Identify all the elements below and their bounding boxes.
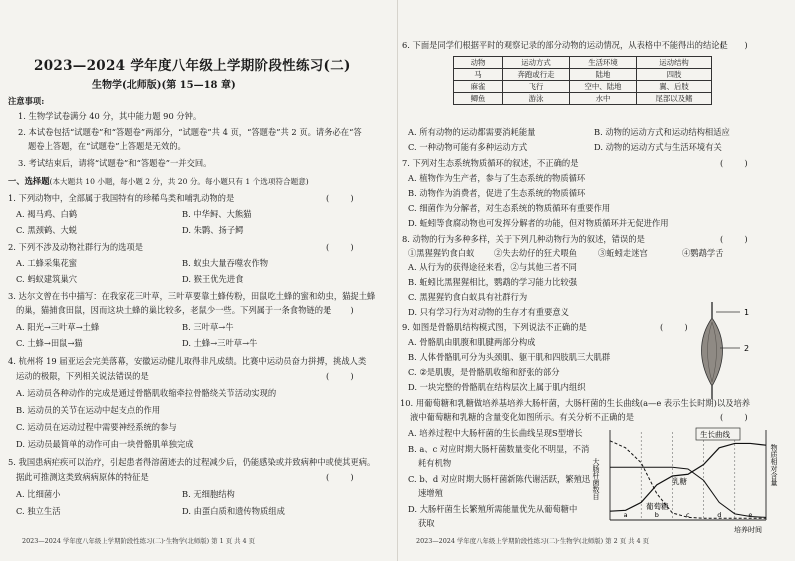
page-2: [397, 0, 795, 561]
q8-stem: 8. 动物的行为多种多样，关于下列几种动物行为的叙述，错误的是: [402, 234, 645, 244]
q6-option-c: C. 一种动物可能有多种运动方式: [408, 142, 528, 152]
table-row: [454, 69, 712, 81]
chart-ylabel: 大肠杆菌数目: [592, 458, 600, 500]
q6-col-header: 生活环境: [570, 57, 637, 69]
q5-option-b: B. 无细胞结构: [182, 489, 235, 499]
phase-label: d: [717, 511, 722, 519]
q2-option-d: D. 猴王优先进食: [182, 274, 244, 284]
q5-stem-line1: 5. 我国患病疟疾可以治疗，引起患者得溶菌迹去的过程减少后，仍能感染或并致病种中或使其更病。: [8, 457, 376, 467]
q3-option-c: C. 土蜂→田鼠→猫: [16, 338, 83, 348]
q3-stem-line1: 3. 达尔文曾在书中描写：在我家花三叶草，三叶草要靠土蜂传粉，田鼠吃土蜂的蜜和幼虫，猫捉土蜂: [8, 291, 376, 301]
q1-option-c: C. 黑颈鹤、大蜕: [16, 225, 78, 235]
q8-option-a: A. 从行为的获得途径来看，②与其他三者不同: [408, 262, 577, 272]
table-cell: 翼、后肢: [637, 81, 712, 93]
q1-option-b: B. 中华鲟、大熊猫: [182, 209, 252, 219]
q5-option-a: A. 比细菌小: [16, 489, 61, 499]
page-1: [0, 0, 397, 561]
table-row: [454, 93, 712, 105]
q6-col-header: 动物: [454, 57, 503, 69]
q6-motion-table: [453, 56, 712, 105]
q9-answer-paren: ( ): [660, 322, 688, 332]
label-lactose: 乳糖: [672, 477, 687, 486]
section-1-desc: (本大题共 10 小题，每小题 2 分，共 20 分。每小题只有 1 个选项符合题意): [49, 177, 309, 186]
table-cell: 奔跑或行走: [503, 69, 570, 81]
q3-option-d: D. 土蜂→三叶草→牛: [182, 338, 258, 348]
q8-answer-paren: ( ): [720, 234, 748, 244]
q5-stem-line2: 据此可推测这类致病病原体的特征是: [16, 472, 149, 482]
q9-option-c: C. ②是肌腹，是骨骼肌收缩和舒张的部分: [408, 367, 560, 377]
q4-option-d: D. 运动员最简单的动作可由一块骨骼肌单独完成: [16, 439, 194, 449]
q9-option-a: A. 骨骼肌由肌腹和肌腱两部分构成: [408, 337, 536, 347]
q6-col-header: 运动方式: [503, 57, 570, 69]
q4-option-a: A. 运动员各种动作的完成是通过骨骼肌收缩牵拉骨骼绕关节活动实现的: [16, 388, 277, 398]
phase-label: b: [654, 511, 659, 519]
q6-option-a: A. 所有动物的运动都需要消耗能量: [408, 127, 536, 137]
q2-stem: 2. 下列不涉及动物社群行为的选项是: [8, 242, 144, 252]
q5-option-c: C. 独立生活: [16, 506, 61, 516]
q2-option-c: C. 蚂蚁建筑巢穴: [16, 274, 78, 284]
q6-answer-paren: ( ): [720, 40, 748, 50]
q7-answer-paren: ( ): [720, 158, 748, 168]
q6-stem: 6. 下面是同学们根据平时的观察记录的部分动物的运动情况，从表格中不能得出的结论是: [402, 40, 728, 50]
q10-option-b2: 耗有机物: [418, 458, 452, 468]
q1-stem: 1. 下列动物中，全部属于我国特有的珍稀鸟类和哺乳动物的是: [8, 193, 235, 203]
q10-option-b1: B. a、c 对应时期大肠杆菌数量变化不明显，不消: [408, 444, 590, 454]
q8-option-b: B. 蚯蚓比黑猩猩相比，鹦鹉的学习能力比较强: [408, 277, 578, 287]
q7-option-a: A. 植物作为生产者，参与了生态系统的物质循环: [408, 173, 586, 183]
table-cell: 游泳: [503, 93, 570, 105]
q10-option-a: A. 培养过程中大肠杆菌的生长曲线呈现S型增长: [408, 428, 583, 438]
q8-option-c: C. 黑猩猩钓食白蚁具有社群行为: [408, 292, 528, 302]
q7-option-b: B. 动物作为消费者，促进了生态系统的物质循环: [408, 188, 586, 198]
q8-item-4: ④鹦鹉学舌: [682, 248, 724, 258]
table-cell: 尾部以及鳍: [637, 93, 712, 105]
table-cell: 空中、陆地: [570, 81, 637, 93]
q10-option-c1: C. b、d 对应时期大肠杆菌新陈代谢活跃，繁殖迅: [408, 474, 591, 484]
notes-heading: 注意事项:: [8, 96, 45, 106]
q4-option-b: B. 运动员的关节在运动中起支点的作用: [16, 405, 161, 415]
q7-stem: 7. 下列对生态系统物质循环的叙述，不正确的是: [402, 158, 579, 168]
table-cell: 水中: [570, 93, 637, 105]
note-2a: 2. 本试卷包括“试题卷”和“答题卷”两部分，“试题卷”共 4 页，“答题卷”共 2 页。请务必在“答: [18, 127, 362, 137]
muscle-belly: [702, 318, 723, 386]
table-cell: 飞行: [503, 81, 570, 93]
q10-stem-line1: 10. 用葡萄糖和乳糖做培养基培养大肠杆菌，大肠杆菌的生长曲线(a—e 表示生长时期)以及培养: [400, 398, 751, 408]
q8-item-1: ①黑猩猩钓食白蚁: [408, 248, 475, 258]
q10-stem-line2: 液中葡萄糖和乳糖的含量变化如图所示。有关分析不正确的是: [410, 412, 635, 422]
note-2b: 题卷上答题，在“试题卷”上答题是无效的。: [28, 141, 186, 151]
table-cell: 四肢: [637, 69, 712, 81]
q3-answer-paren: ( ): [326, 305, 354, 315]
q3-stem-line2: 的巢，猫捕食田鼠，因而这块土蜂的巢比较多，老鼠少一些。下列属于一条食物链的是: [16, 305, 332, 315]
q10-answer-paren: ( ): [720, 412, 748, 422]
q10-option-d1: D. 大肠杆菌生长繁殖所需能量优先从葡萄糖中: [408, 504, 578, 514]
table-cell: 麻雀: [454, 81, 503, 93]
q5-answer-paren: ( ): [326, 472, 354, 482]
q9-stem: 9. 如图是骨骼肌结构模式图，下列说法不正确的是: [402, 322, 587, 332]
note-1: 1. 生物学试卷满分 40 分，其中能力题 90 分钟。: [18, 111, 202, 121]
label-growth-curve: 生长曲线: [700, 430, 730, 439]
series-line-growth: [610, 443, 766, 511]
exam-subtitle: 生物学(北师版)(第 15—18 章): [92, 80, 236, 91]
q5-option-d: D. 由蛋白质和遗传物质组成: [182, 506, 285, 516]
q2-option-a: A. 工蜂采集花蜜: [16, 258, 78, 268]
q9-option-d: D. 一块完整的骨骼肌在结构层次上属于肌内组织: [408, 382, 586, 392]
q1-option-d: D. 朱鹮、扬子鳄: [182, 225, 244, 235]
page-1-footer: 2023—2024 学年度八年级上学期阶段性练习(二)·生物学(北师版) 第 1 页 共 4 页: [22, 537, 256, 545]
table-cell: 马: [454, 69, 503, 81]
fig-label-1: 1: [744, 308, 750, 317]
q6-option-d: D. 动物的运动方式与生活环境有关: [594, 142, 722, 152]
q10-option-d2: 获取: [418, 518, 435, 528]
page-2-footer: 2023—2024 学年度八年级上学期阶段性练习(二)·生物学(北师版) 第 2 页 共 4 页: [416, 537, 650, 545]
section-1-heading: [8, 176, 309, 187]
q4-stem-line2: 运动的极限，下列相关说法错误的是: [16, 371, 149, 381]
chart-xlabel: 培养时间: [734, 526, 762, 534]
q8-item-3: ③蚯蚓走迷宫: [598, 248, 648, 258]
table-cell: 鲫鱼: [454, 93, 503, 105]
section-1-title: 一、选择题: [8, 176, 50, 186]
q2-option-b: B. 蚁虫大量吞噬农作物: [182, 258, 269, 268]
phase-label: e: [748, 511, 753, 519]
q7-option-d: D. 蚯蚓等食腐动物也可发挥分解者的功能，但对物质循环并无促进作用: [408, 218, 669, 228]
q8-item-2: ②失去幼仔的狂犬喂鱼: [494, 248, 577, 258]
q6-option-b: B. 动物的运动方式和运动结构相适应: [594, 127, 730, 137]
q7-option-c: C. 细菌作为分解者，对生态系统的物质循环有重要作用: [408, 203, 611, 213]
exam-title: 2023—2024 学年度八年级上学期阶段性练习(二): [34, 58, 351, 74]
q9-option-b: B. 人体骨骼肌可分为头颈肌、躯干肌和四肢肌三大肌群: [408, 352, 611, 362]
label-glucose: 葡萄糖: [646, 502, 669, 511]
q4-answer-paren: ( ): [326, 371, 354, 381]
q3-option-a: A. 阳光→三叶草→土蜂: [16, 322, 100, 332]
q6-col-header: 运动结构: [637, 57, 712, 69]
phase-label: c: [686, 511, 690, 519]
growth-chart: [594, 424, 792, 536]
chart-ylabel-right: 物质相对含量: [770, 444, 778, 486]
table-row: [454, 81, 712, 93]
q10-option-c2: 速增殖: [418, 488, 443, 498]
skeletal-muscle-figure: [694, 300, 790, 400]
phase-label: a: [623, 511, 628, 519]
q6-table-header-row: [454, 57, 712, 69]
table-cell: 陆地: [570, 69, 637, 81]
q1-option-a: A. 褐马鸡、白鹤: [16, 209, 78, 219]
q3-option-b: B. 三叶草→牛: [182, 322, 234, 332]
q4-option-c: C. 运动员在运动过程中需要神经系统的参与: [16, 422, 177, 432]
q8-option-d: D. 只有学习行为对动物的生存才有重要意义: [408, 307, 569, 317]
q4-stem-line1: 4. 杭州将 19 届亚运会完美落幕，安徽运动健儿取得非凡成绩。比赛中运动员奋力拼搏，挑战人类: [8, 356, 367, 366]
q1-answer-paren: ( ): [326, 193, 354, 203]
note-3: 3. 考试结束后，请将“试题卷”和“答题卷”一并交回。: [18, 158, 212, 168]
fig-label-2: 2: [744, 344, 750, 353]
q2-answer-paren: ( ): [326, 242, 354, 252]
